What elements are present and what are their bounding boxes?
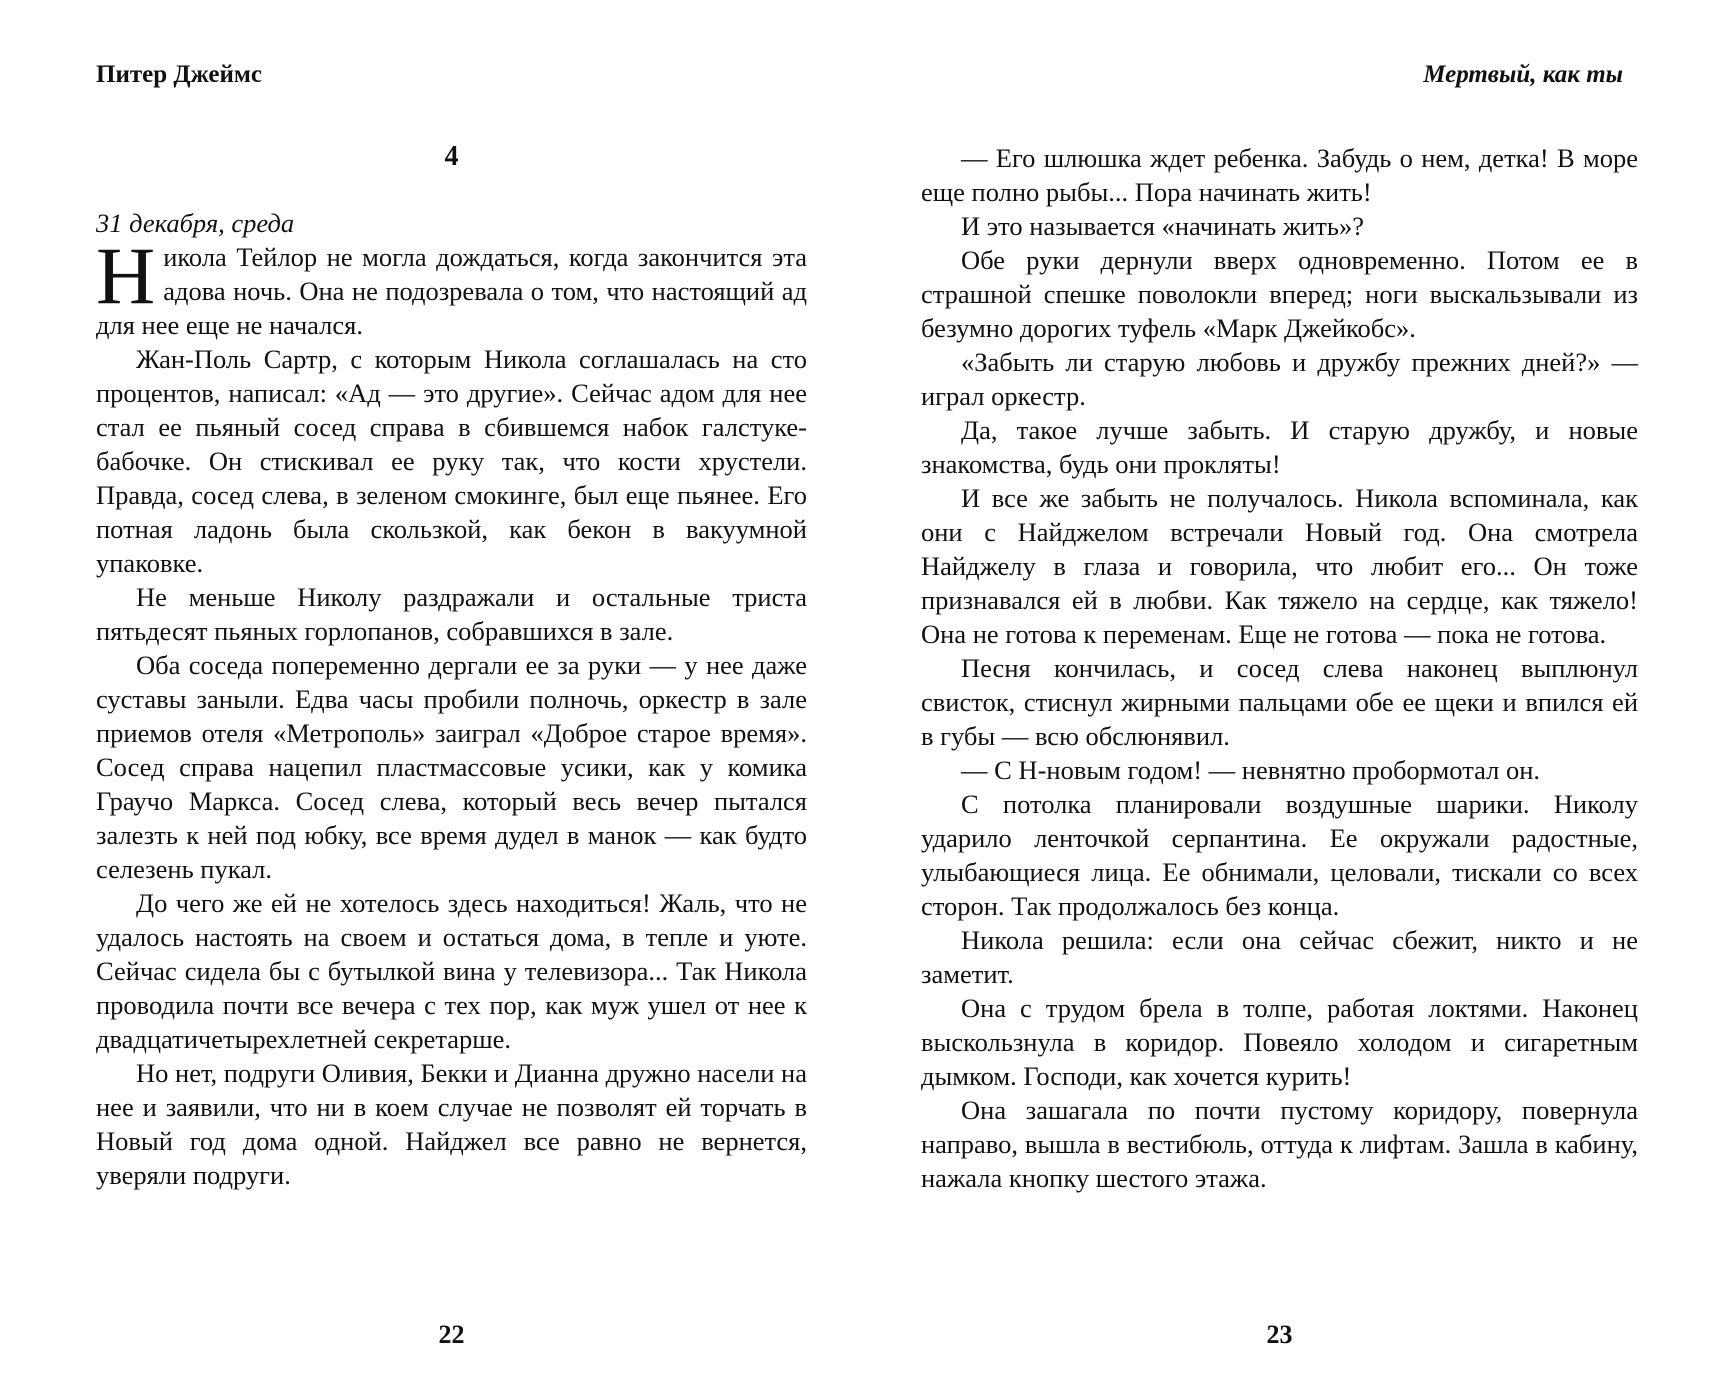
paragraph: Никола решила: если она сейчас сбежит, никто и не заметит. [921,925,1638,989]
first-paragraph-text: икола Тейлор не могла дождаться, когда закончится эта адова ночь. Она не подозревала о том, что настоящий ад для нее еще не начался. [96,242,807,340]
page-number: 23 [1266,1320,1293,1349]
right-text-block [921,141,1638,1195]
page-number: 22 [438,1320,465,1349]
running-head-author: Питер Джеймс [96,61,263,88]
paragraph: Но нет, подруги Оливия, Бекки и Дианна дружно насели на нее и заявили, что ни в коем случае не позволят ей торчать в Новый год дома одной. Найджел все равно не вернется, уверяли подруги. [96,1058,807,1190]
paragraph: И это называется «начинать жить»? [961,211,1364,241]
chapter-number: 4 [444,141,459,172]
paragraph: До чего же ей не хотелось здесь находиться! Жаль, что не удалось настоять на своем и остаться дома, в тепле и уюте. Сейчас сидела бы с бутылкой вина у телевизора... Так Никола проводила почти все вечера с тех пор, как муж ушел от нее к двадцатичетырехлетней секретарше. [96,888,807,1054]
drop-cap: Н [96,230,156,321]
paragraph: И все же забыть не получалось. Никола вспоминала, как они с Найджелом встречали Новый год. Она смотрела Найджелу в глаза и говорила, что любит его... Он тоже признавался ей в любви. Как тяжело на сердце, как тяжело! Она не готова к переменам. Еще не готова — пока не готова. [921,483,1638,649]
right-page [858,0,1721,1399]
paragraph: — Его шлюшка ждет ребенка. Забудь о нем, детка! В море еще полно рыбы... Пора начинать жить! [921,143,1638,207]
paragraph: Жан-Поль Сартр, с которым Никола соглашалась на сто процентов, написал: «Ад — это другие». Сейчас адом для нее стал ее пьяный сосед справа в сбившемся набок галстуке-бабочке. Он стискивал ее руку так, что кости хрустели. Правда, сосед слева, в зеленом смокинге, был еще пьянее. Его потная ладонь была скользкой, как бекон в вакуумной упаковке. [96,344,807,578]
paragraph: Обе руки дернули вверх одновременно. Потом ее в страшной спешке поволокли вперед; ноги выскальзывали из безумно дорогих туфель «Марк Джейкобс». [921,245,1638,343]
left-page [0,0,840,1399]
paragraph: С потолка планировали воздушные шарики. Николу ударило ленточкой серпантина. Ее окружали радостные, улыбающиеся лица. Ее обнимали, целовали, тискали со всех сторон. Так продолжалось без конца. [921,789,1638,921]
paragraph: Она зашагала по почти пустому коридору, повернула направо, вышла в вестибюль, оттуда к лифтам. Зашла в кабину, нажала кнопку шестого этажа. [921,1095,1638,1193]
left-text-block [96,206,807,1192]
paragraph: Песня кончилась, и сосед слева наконец выплюнул свисток, стиснул жирными пальцами обе ее щеки и впился ей в губы — всю обслюнявил. [921,653,1638,751]
paragraph: Не меньше Николу раздражали и остальные триста пятьдесят пьяных горлопанов, собравшихся в зале. [96,582,807,646]
paragraph: — С Н-новым годом! — невнятно пробормотал он. [961,755,1541,785]
first-paragraph [96,230,807,342]
paragraph: Она с трудом брела в толпе, работая локтями. Наконец выскользнула в коридор. Повеяло холодом и сигаретным дымком. Господи, как хочется курить! [921,993,1638,1091]
paragraph: Оба соседа попеременно дергали ее за руки — у нее даже суставы заныли. Едва часы пробили полночь, оркестр в зале приемов отеля «Метрополь» заиграл «Доброе старое время». Сосед справа нацепил пластмассовые усики, как у комика Граучо Маркса. Сосед слева, который весь вечер пытался залезть к ней под юбку, все время дудел в манок — как будто селезень пукал. [96,650,807,884]
paragraph: «Забыть ли старую любовь и дружбу прежних дней?» — играл оркестр. [921,347,1638,411]
running-head-title: Мертвый, как ты [1423,61,1623,88]
date-line: 31 декабря, среда [96,208,295,238]
paragraph: Да, такое лучше забыть. И старую дружбу, и новые знакомства, будь они прокляты! [921,415,1638,479]
